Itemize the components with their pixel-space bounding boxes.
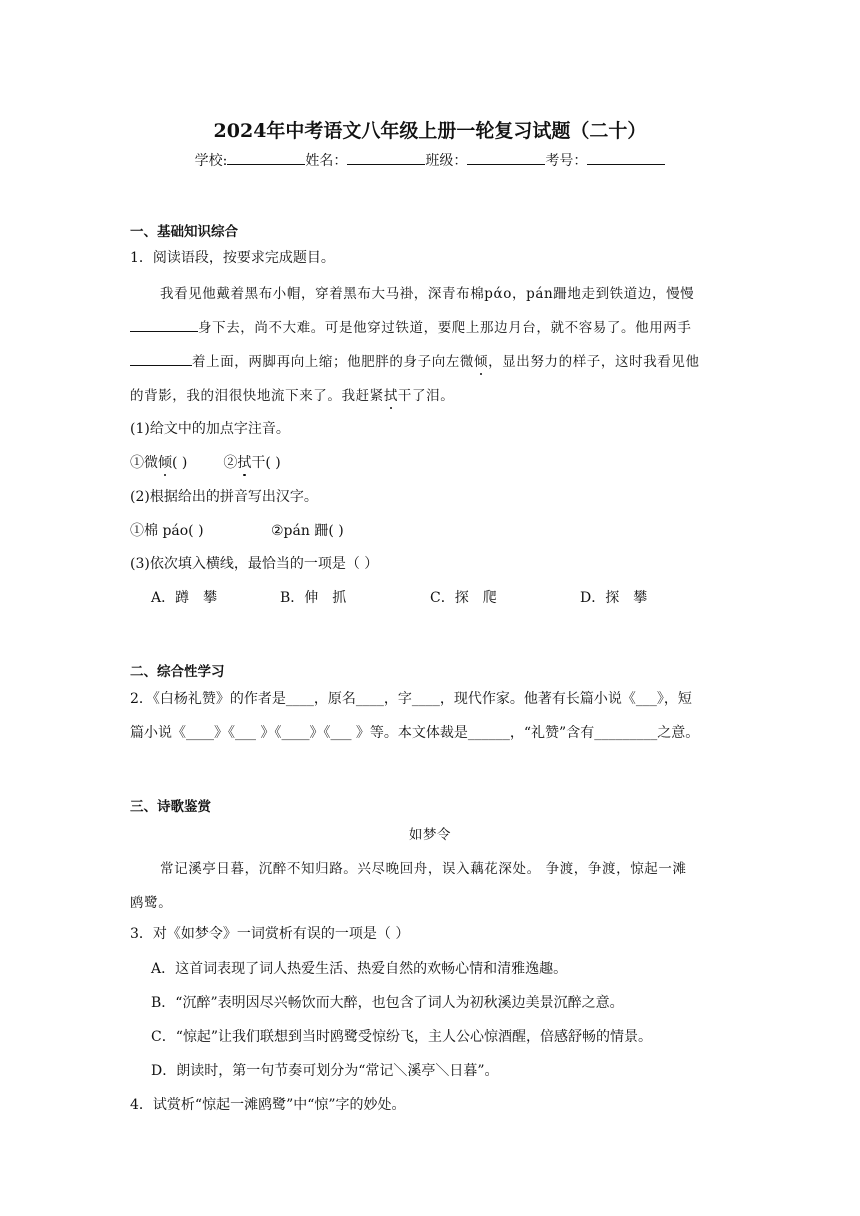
- question-3-stem: 3．对《如梦令》一词赏析有误的一项是（ ）: [130, 926, 410, 942]
- name-blank[interactable]: [347, 150, 425, 165]
- option-c[interactable]: C．探 爬: [430, 590, 497, 606]
- name-label: 姓名：: [305, 153, 348, 169]
- sub-question-1-items: [130, 452, 281, 472]
- section-heading-poetry: 三、诗歌鉴赏: [130, 799, 211, 815]
- question-1-stem: 1．阅读语段，按要求完成题目。: [130, 250, 335, 266]
- poem-line-1: 常记溪亭日暮，沉醉不知归路。兴尽晚回舟，误入藕花深处。 争渡，争渡，惊起一滩: [160, 861, 687, 877]
- sub-question-2-item-a[interactable]: ①棉 páo( ): [130, 523, 204, 539]
- sub-question-3: (3)依次填入横线，最恰当的一项是（ ）: [130, 556, 379, 572]
- passage-line-4-text-a: 的背影，我的泪很快地流下来了。我赶紧: [130, 388, 384, 404]
- poem-line-2: 鸥鹭。: [130, 895, 173, 911]
- sub-question-1: (1)给文中的加点字注音。: [130, 421, 290, 437]
- page-title: 2024年中考语文八年级上册一轮复习试题（二十）: [213, 120, 647, 142]
- exam-no-label: 考号：: [545, 153, 588, 169]
- item-b-prefix: ②: [223, 455, 238, 471]
- q3-option-a[interactable]: A．这首词表现了词人热爱生活、热爱自然的欢畅心情和清雅逸趣。: [151, 961, 568, 977]
- student-info-line: [0, 150, 860, 170]
- sub-question-2: (2)根据给出的拼音写出汉字。: [130, 489, 318, 505]
- option-d[interactable]: D．探 攀: [580, 590, 648, 606]
- item-a-prefix: ①微: [130, 455, 158, 471]
- class-blank[interactable]: [467, 150, 545, 165]
- dotted-char-qing: 倾: [474, 354, 489, 370]
- option-a[interactable]: A．蹲 攀: [151, 590, 218, 606]
- passage-line-2-text: 身下去，尚不大难。可是他穿过铁道，要爬上那边月台，就不容易了。他用两手: [198, 320, 692, 336]
- fill-blank-1[interactable]: [130, 318, 198, 332]
- school-blank[interactable]: [227, 150, 305, 165]
- option-b[interactable]: B．伸 抓: [280, 590, 347, 606]
- class-label: 班级：: [425, 153, 468, 169]
- question-4-stem: 4．试赏析“惊起一滩鸥鹭”中“惊”字的妙处。: [130, 1097, 406, 1113]
- item-b-answer-blank[interactable]: 干( ): [251, 455, 281, 471]
- question-2-line-2: 篇小说《____》《___ 》《____》《___ 》等。本文体裁是______，“礼赞”含有_________之意。: [130, 725, 700, 741]
- passage-line-4: [130, 384, 454, 404]
- section-heading-basic: 一、基础知识综合: [130, 224, 238, 240]
- school-label: 学校:: [194, 153, 228, 169]
- exam-no-blank[interactable]: [587, 150, 665, 165]
- dotted-char-shi: 拭: [383, 388, 398, 404]
- item-a-answer-blank[interactable]: ( ): [172, 455, 188, 471]
- section-heading-comprehensive: 二、综合性学习: [130, 664, 225, 680]
- sub-question-2-item-b[interactable]: ②pán 跚( ): [271, 523, 344, 539]
- passage-line-2: [130, 316, 692, 336]
- passage-line-4-text-c: 干了泪。: [397, 388, 455, 404]
- q3-option-c[interactable]: C．“惊起”让我们联想到当时鸥鹭受惊纷飞，主人公心惊酒醒，倍感舒畅的情景。: [151, 1029, 653, 1045]
- item-b-dotted-char: 拭: [237, 455, 252, 471]
- passage-line-3-text-a: 着上面，两脚再向上缩；他肥胖的身子向左微: [192, 354, 474, 370]
- q3-option-b[interactable]: B．“沉醉”表明因尽兴畅饮而大醉，也包含了词人为初秋溪边美景沉醉之意。: [151, 995, 624, 1011]
- passage-line-1: 我看见他戴着黑布小帽，穿着黑布大马褂，深青布棉pάo，pán跚地走到铁道边，慢慢: [160, 286, 695, 302]
- passage-line-3: [130, 350, 700, 370]
- passage-line-3-text-c: ，显出努力的样子，这时我看见他: [488, 354, 700, 370]
- question-2-line-1: 2．《白杨礼赞》的作者是____，原名____，字____，现代作家。他著有长篇小说《___》，短: [130, 691, 692, 707]
- fill-blank-2[interactable]: [130, 352, 192, 366]
- q3-option-d[interactable]: D．朗读时，第一句节奏可划分为“常记＼溪亭＼日暮”。: [151, 1063, 499, 1079]
- poem-title: 如梦令: [408, 827, 452, 843]
- item-a-dotted-char: 倾: [158, 455, 172, 471]
